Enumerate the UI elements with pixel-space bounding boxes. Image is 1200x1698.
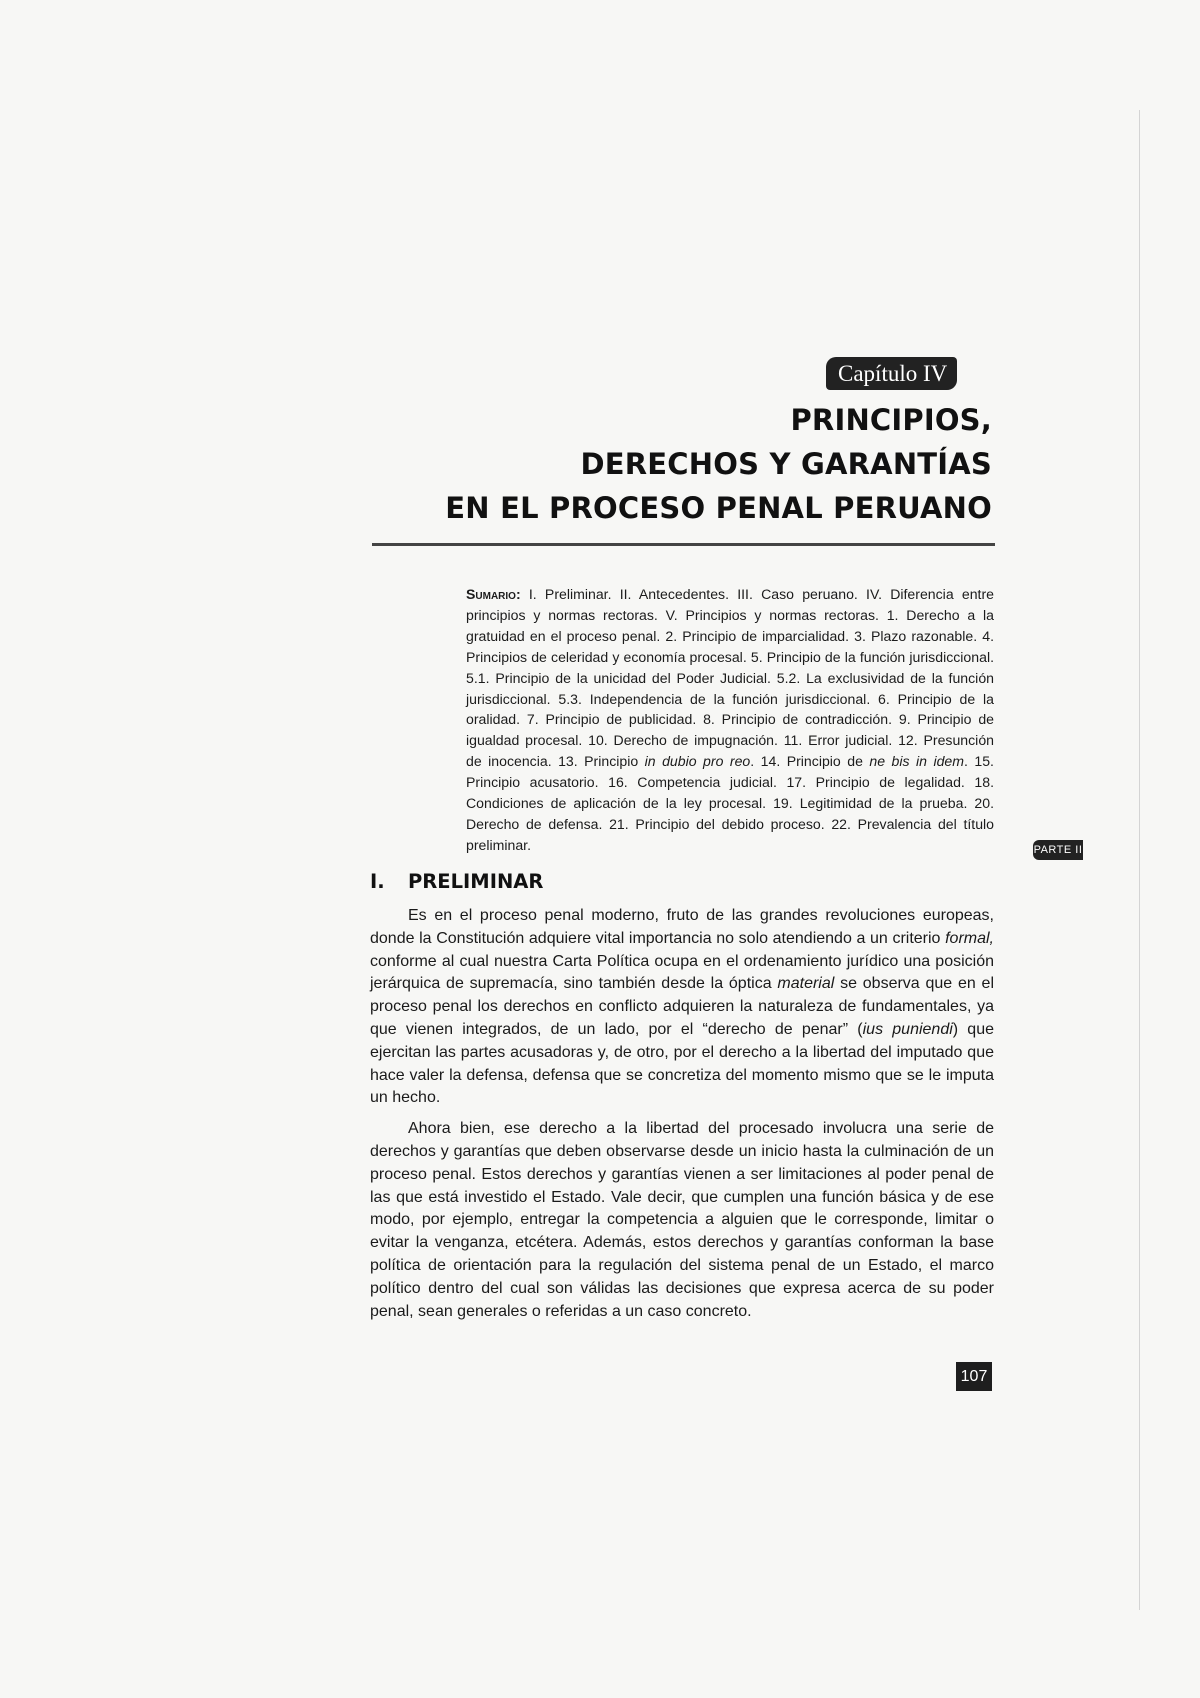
paragraph-1-text-3: se observa que en el proceso penal los derechos en conflicto adquieren la naturaleza de fundamentales, ya que vienen integrados, de un lado, por el “derecho de penar” ( [370, 975, 995, 1038]
summary-text-2: . 14. Principio de [750, 753, 870, 770]
body-text [370, 905, 994, 1331]
section-title: PRELIMINAR [408, 870, 544, 893]
paragraph-1-text-2: conforme al cual nuestra Carta Política ocupa en el ordenamiento jurídico una posición jerárquica de supremacía, sino también desde la óptica [370, 952, 994, 993]
paragraph-1-text-4: ) que ejercitan las partes acusadoras y, de otro, por el derecho a la libertad del imputado que hace valer la defensa, defensa que se concretiza del momento mismo que se le imputa un hecho. [370, 1020, 995, 1107]
paragraph-1-text-1: Es en el proceso penal moderno, fruto de las grandes revoluciones europeas, donde la Constitución adquiere vital importancia no solo atendiendo a un criterio [370, 907, 994, 947]
page-edge-line [1139, 110, 1140, 1610]
page-number: 107 [956, 1362, 992, 1391]
summary-label: Sumario: [466, 586, 521, 602]
chapter-summary [466, 584, 994, 856]
title-line-3: EN EL PROCESO PENAL PERUANO [445, 491, 992, 525]
summary-italic-2: ne bis in idem [869, 753, 964, 770]
title-line-2: DERECHOS Y GARANTÍAS [580, 447, 992, 481]
paragraph-2: Ahora bien, ese derecho a la libertad del procesado involucra una serie de derechos y garantías que deben observarse desde un inicio hasta la culminación de un proceso penal. Estos derechos y garantías vienen a ser limitaciones al poder penal de las que está investido el Estado. Vale decir, que cumplen una función básica y de ese modo, por ejemplo, entregar la competencia a alguien que le corresponde, limitar o evitar la venganza, etcétera. Además, estos derechos y garantías conforman la base política de orientación para la regulación del sistema penal de un Estado, el marco político dentro del cual son válidas las decisiones que expresa acerca de su poder penal, sean generales o referidas a un caso concreto. [370, 1120, 994, 1320]
section-number: I. [370, 870, 385, 893]
title-line-1: PRINCIPIOS, [790, 403, 992, 437]
chapter-title [380, 398, 992, 530]
summary-text-3: . 15. Principio acusatorio. 16. Competencia judicial. 17. Principio de legalidad. 18. Condiciones de aplicación de la ley procesal. 19. Legitimidad de la prueba. 20. Derecho de defensa. 21. Principio del debido proceso. 22. Prevalencia del título preliminar. [466, 753, 994, 853]
part-side-tab: PARTE II [1033, 840, 1083, 860]
summary-text-1: I. Preliminar. II. Antecedentes. III. Caso peruano. IV. Diferencia entre principios y normas rectoras. V. Principios y normas rectoras. 1. Derecho a la gratuidad en el proceso penal. 2. Principio de imparcialidad. 3. Plazo razonable. 4. Principios de celeridad y economía procesal. 5. Principio de la función jurisdiccional. 5.1. Principio de la unicidad del Poder Judicial. 5.2. La exclusividad de la función jurisdiccional. 5.3. Independencia de la función jurisdiccional. 6. Principio de la oralidad. 7. Principio de publicidad. 8. Principio de contradicción. 9. Principio de igualdad procesal. 10. Derecho de impugnación. 11. Error judicial. 12. Presunción de inocencia. 13. Principio [466, 586, 994, 770]
title-divider [372, 543, 995, 546]
chapter-badge: Capítulo IV [826, 357, 957, 390]
summary-italic-1: in dubio pro reo [644, 753, 751, 770]
paragraph-1-italic-2: material [777, 975, 835, 993]
paragraph-1-italic-3: ius puniendi [862, 1020, 953, 1038]
paragraph-1 [370, 905, 994, 1110]
section-heading [370, 868, 543, 896]
paragraph-1-italic-1: formal, [945, 929, 994, 947]
